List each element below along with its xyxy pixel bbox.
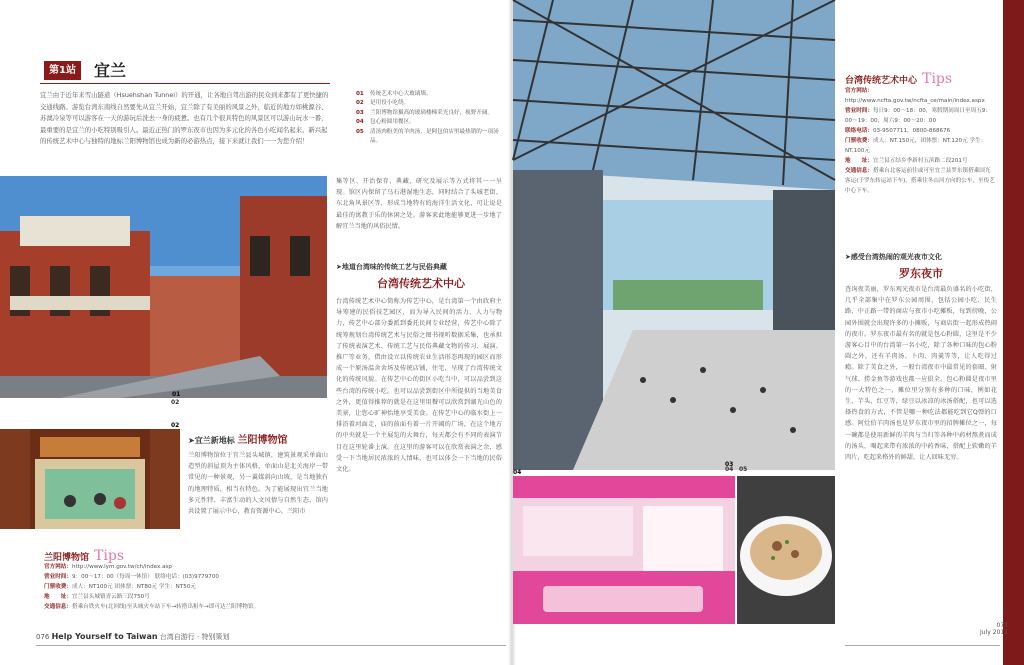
tips-row: 门票收费：成人：NT100元 团体票：NT80元 学生：NT50元	[44, 584, 196, 590]
section-heading-arts-center	[336, 262, 506, 291]
tips-heading-arts-center: 台湾传统艺术中心 Tips	[845, 71, 953, 87]
tips-row: 官方网站：http://www.ncfta.gov.tw/ncfta_ce/main/index.aspx	[845, 88, 985, 104]
photo-number-01: 01	[172, 391, 181, 398]
glass-atrium-photo	[513, 0, 835, 470]
tips-heading-lanyang: 兰阳博物馆 Tips	[44, 548, 125, 564]
section-heading-night-market	[845, 252, 997, 281]
footer-rule-right	[845, 645, 1000, 646]
body-text-right-column: 查询夜美丽，罗东观光夜市是台湾最负盛名的小吃街，几乎全部集中在罗东公园周围，包括公园小吃、民生路、中正路一带的商店与夜市小吃摊贩，每到傍晚，公园外围就会出现许多的小摊贩，与商店街一起形成热闹的夜市。罗东夜市最有名的就是包心粉圆，这里是不少游客心目中的台湾第一名小吃，除了各种口味的包心粉圆之外，还有羊肉汤、卜肉、肉羹等等，让人吃得过瘾。除了美食之外，一般台湾夜市中最常见的套圈、射气球、捞金鱼等游戏也都一应俱全。包心粉圆是夜市里的一大特色之一，摊位里分别有多种的口味，例如花生、芋头、红豆等，绿豆以冰凉的冰汤搭配，也可以选择热食的方式，不管是哪一种吃法都能吃到它Q弹的口感。阿灶伯羊肉汤也是罗东夜市里的招牌摊位之一，每一碗都是使用新鲜的羊肉与当归等各种中药材熬煮而成的汤头，喝起来带有浓浓的中药香味，搭配上软嫩的羊肉片，吃起来格外的鲜甜，让人回味无穷。	[845, 286, 997, 462]
tips-label: Tips	[922, 71, 953, 87]
tips-row: 地 址：宜兰县五结乡季新村五滨路二段201号	[845, 158, 968, 164]
lanyang-heading	[188, 431, 328, 446]
page-number-right: 077	[996, 622, 1008, 629]
tips-row: 营业时间：每日9：00～18：00，寒假期间周日至周五9：00～19：00，周六9：00～20：00	[845, 108, 991, 124]
lanyang-title: 兰阳博物馆	[237, 435, 288, 446]
heading-title: 台湾传统艺术中心	[377, 277, 465, 290]
magazine-title: Help Yourself to Taiwan	[51, 632, 158, 641]
lanyang-text: 兰阳博物馆位于宜兰县头城镇，建筑景观采单面山造型的斜屋顶为主体风格，单面山是北关海岸一带常见的一种景观，另一翼媒斜向山坡，是当地独有的地理特质，相当有特色。为了能展现出宜兰当地多元性特、丰富生动的人文风情与自然生态，馆内共设置了展示中心，教育资源中心、兰阳市	[188, 452, 328, 516]
footer-left	[36, 632, 229, 642]
issue-date: July 2011	[980, 629, 1008, 636]
tips-row: 门票收费：成人：NT.150元，团体票：NT.120元 学生：NT.100元	[845, 138, 987, 154]
lanyang-kicker: ➤宜兰新地标	[188, 436, 235, 445]
tips-row: 交通信息：搭乘台北客运前往或可至宜兰县罗东镇搭乘国光客运(于罗东转运站下车)，搭乘往冬山河方向的公车，至传艺中心下车。	[845, 168, 995, 194]
intro-paragraph: 宜兰由于近年来雪山隧道（Hsuehshan Tunnel）的开通，让各地自驾出游的民众到来都有了更快捷的交通线路。游览台湾东南线自然要先从宜兰开始，宜兰除了有美丽的风景之外，临近的地方如桃源谷、苏澳冷泉等可以游客在一天的游玩后洗去一身的疲惫。也有几个很具特色的风景区可以游山玩水一番，最重要的是宜兰的小吃特别吸引人。最近正热门的罗东夜市也因为多元化的各色小吃闻名起来。新兴起的传统艺术中心与独特的地标兰阳博物馆也成为新的必游热点，接下来就让我们一一为您介绍！	[40, 91, 329, 145]
heading-kicker: ➤感受台湾热闹的观光夜市文化	[845, 253, 942, 261]
photo-number-label-05: 05	[739, 466, 748, 473]
photo-number-label-02: 02	[171, 399, 180, 406]
tips-row: 交通信息：搭乘台铁火车(北回线)至头城火车站下车→转搭出租车→即可达兰阳博物馆。	[44, 604, 260, 610]
footer-right	[980, 622, 1008, 636]
tips-row: 官方网站：http://www.lym.gov.tw/ch/index.asp	[44, 564, 172, 570]
tips-box-lanyang	[44, 562, 324, 612]
photo-number-04: 04	[513, 469, 522, 476]
caption-item: 04 包心粉圆用餐区。	[356, 119, 415, 126]
old-street-photo	[0, 176, 327, 398]
caption-item: 01 传统艺术中心大玻璃墙。	[356, 91, 432, 97]
tips-row: 联络电话：03-9507711，0800-868676	[845, 128, 951, 134]
section-title: 宜兰	[94, 61, 127, 80]
photo-caption-list	[356, 90, 506, 146]
section-rule	[40, 83, 330, 84]
tips-label: Tips	[94, 548, 125, 564]
section-header	[40, 60, 330, 82]
photo-number-label-04: 04	[725, 466, 734, 473]
photo-number-02: 02	[171, 422, 180, 429]
tips-box-arts-center	[845, 86, 995, 196]
page-number-left: 076	[36, 633, 50, 641]
food-street-photo	[0, 422, 180, 529]
section-badge: 第1站	[44, 61, 81, 80]
tips-row: 地 址：宜兰县头城镇青云路三段750号	[44, 594, 150, 600]
tips-row: 营业时间：9：00～17：00（每周一休馆） 联络电话：(03)9779700	[44, 574, 219, 580]
caption-item: 02 是用役小吃绕。	[356, 100, 410, 107]
mutton-soup-photo	[737, 476, 835, 624]
magazine-edge-bar	[1003, 0, 1024, 665]
caption-item: 05 清汤肉粉美的羊肉汤，是阿包伯店里最热销的一项汤品。	[356, 128, 499, 145]
magazine-subtitle: 台湾自游行 · 特别策划	[159, 633, 230, 641]
photo-number-03: 03	[725, 461, 734, 468]
heading-kicker: ➤地道台湾味的传统工艺与民俗典藏	[336, 263, 447, 271]
body-text-column-2: 集等区、开治保存、典藏、研究及展示等方式将其一一呈现。馆区内保留了乌石港湿地生态，同时结合了头城老街、东北角风景区等，形成当地特有的海洋生活文化，可让说是最佳的寓教于乐的休闲之处。游客来此地能够更进一步地了解宜兰当地的风俗民情。	[336, 178, 502, 230]
caption-item: 03 兰阳博物馆摄高的玻璃楼梯采光良好，视野开阔。	[356, 109, 494, 116]
footer-rule-left	[36, 645, 506, 646]
body-text-column-3: 台湾传统艺术中心简称为传艺中心，是台湾第一个由政府主导筹建的民俗技艺园区，而为导入民间的活力、人力与物力，传艺中心部分委派到委托民间专业经营，传艺中心除了统筹规划台湾传统艺术与民俗之图书视听数据采集，也承担了传统表演艺术、传统工艺与民俗典藏文物的传习、展演、推广等业务，借由设立以传统农业生活形态再现的园区而形成一个原汤温舍舍场及传统店铺，住宅，呈现了台湾传统文化的传统风貌。在传艺中心的街区小吃当中，可以品尝到这些台湾的传统小吃。也可以品尝到街区中所提供的当地美食之外，更值得推荐的就是在这里用餐可以欣赏到湖光山色的美景，让您心旷神怡地享受美食。在传艺中心的临水街上一排沿着河面走，庙的前面有着一片开阔的广场，在这个地方的中央就是一个主展览的大舞台，每天都会有不同的表演节目在这里轮番上演。在这里的游客可以在欣赏表演之余，感受一下当地居民浓浓的人情味，也可以体会一下当地的民俗文化。	[336, 298, 502, 474]
heading-title: 罗东夜市	[899, 267, 943, 280]
night-market-shop-photo	[513, 469, 735, 624]
